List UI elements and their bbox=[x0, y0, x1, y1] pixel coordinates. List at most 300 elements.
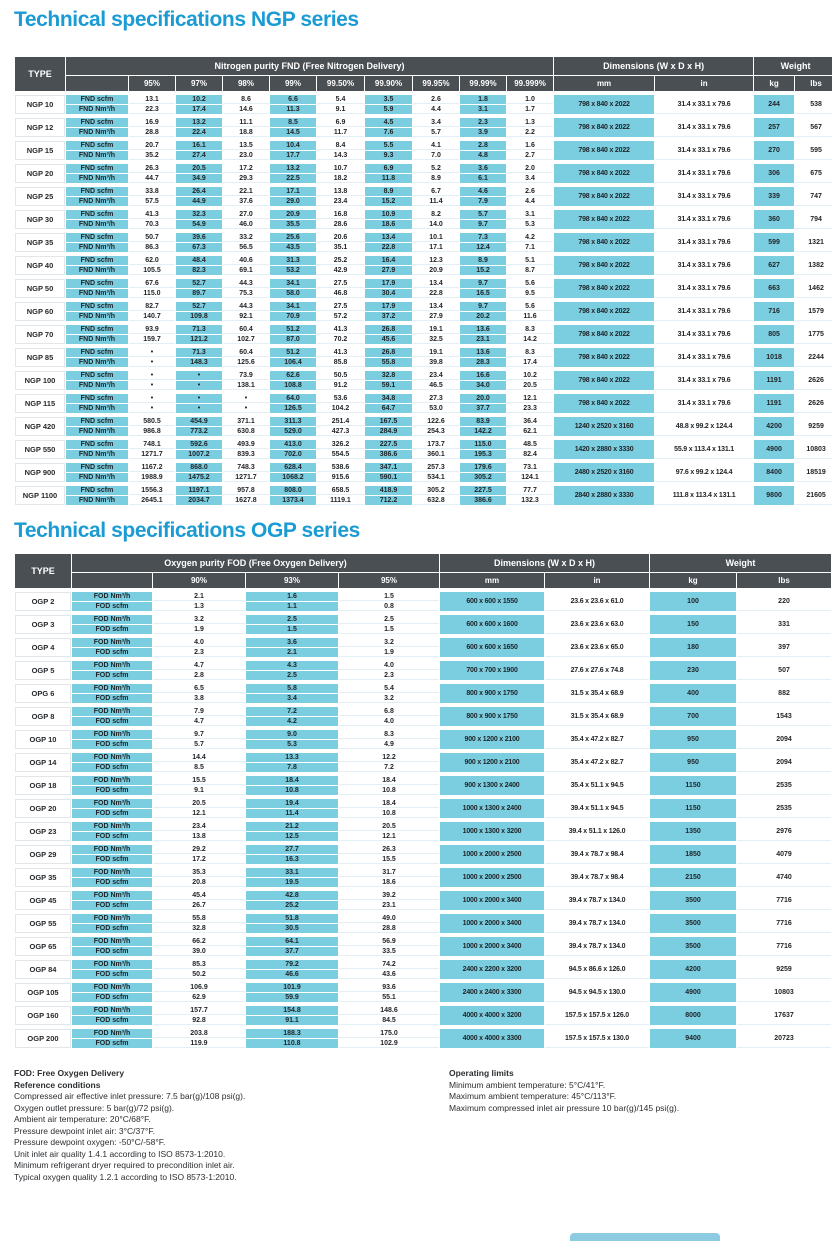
value-cell: 37.2 bbox=[365, 312, 412, 321]
type-cell: OGP 14 bbox=[15, 753, 71, 772]
dimension-mm-cell: 600 x 600 x 1550 bbox=[440, 592, 544, 611]
dimension-mm-cell: 4000 x 4000 x 3200 bbox=[440, 1006, 544, 1025]
dimension-in-cell: 23.6 x 23.6 x 61.0 bbox=[545, 592, 649, 611]
unit-label-cell: FOD scfm bbox=[72, 832, 152, 841]
value-cell: 10.8 bbox=[339, 809, 439, 818]
value-cell: 29.3 bbox=[223, 174, 269, 183]
value-cell: • bbox=[129, 394, 175, 403]
value-cell: 122.6 bbox=[413, 417, 459, 426]
value-cell: 26.4 bbox=[176, 187, 222, 196]
unit-label-cell: FND Nm³/h bbox=[66, 312, 128, 321]
row-spacer bbox=[15, 865, 831, 867]
value-cell: 2.7 bbox=[507, 151, 553, 160]
value-cell: 7.1 bbox=[507, 243, 553, 252]
row-spacer bbox=[15, 658, 831, 660]
purity-column-header: 95% bbox=[129, 76, 175, 91]
value-cell: • bbox=[176, 381, 222, 390]
value-cell: 18.6 bbox=[365, 220, 412, 229]
weight-kg-cell: 339 bbox=[754, 187, 794, 206]
value-cell: 5.8 bbox=[246, 684, 338, 693]
value-cell: 43.5 bbox=[270, 243, 316, 252]
value-cell: 11.4 bbox=[413, 197, 459, 206]
spec-row bbox=[15, 707, 831, 716]
weight-kg-cell: 8400 bbox=[754, 463, 794, 482]
value-cell: 773.2 bbox=[176, 427, 222, 436]
dimension-in-cell: 31.4 x 33.1 x 79.6 bbox=[655, 371, 753, 390]
value-cell: 1627.8 bbox=[223, 496, 269, 505]
value-cell: 19.1 bbox=[413, 325, 459, 334]
dimension-in-cell: 31.4 x 33.1 x 79.6 bbox=[655, 187, 753, 206]
weight-lbs-cell: 2094 bbox=[737, 753, 831, 772]
footnote-line: Ambient air temperature: 20°C/68°F. bbox=[14, 1114, 151, 1124]
spec-row bbox=[15, 256, 832, 265]
weight-kg-cell: 3500 bbox=[650, 937, 736, 956]
dimension-mm-cell: 798 x 840 x 2022 bbox=[554, 164, 654, 183]
value-cell: 17.1 bbox=[270, 187, 316, 196]
value-cell: 1271.7 bbox=[223, 473, 269, 482]
unit-label-cell: FOD Nm³/h bbox=[72, 799, 152, 808]
value-cell: 13.4 bbox=[365, 233, 412, 242]
value-cell: 195.3 bbox=[460, 450, 506, 459]
value-cell: 534.1 bbox=[413, 473, 459, 482]
row-spacer bbox=[15, 92, 832, 94]
value-cell: 454.9 bbox=[176, 417, 222, 426]
value-cell: 11.8 bbox=[365, 174, 412, 183]
value-cell: 44.9 bbox=[176, 197, 222, 206]
spec-row bbox=[15, 730, 831, 739]
value-cell: 8.9 bbox=[413, 174, 459, 183]
value-cell: 71.3 bbox=[176, 348, 222, 357]
value-cell: 46.6 bbox=[246, 970, 338, 979]
value-cell: 5.4 bbox=[317, 95, 364, 104]
value-cell: 49.0 bbox=[339, 914, 439, 923]
value-cell: 42.8 bbox=[246, 891, 338, 900]
value-cell: 326.2 bbox=[317, 440, 364, 449]
dimension-in-cell: 31.4 x 33.1 x 79.6 bbox=[655, 325, 753, 344]
weight-lbs-cell: 7716 bbox=[737, 914, 831, 933]
unit-label-cell: FND scfm bbox=[66, 95, 128, 104]
weight-lbs-cell: 595 bbox=[795, 141, 832, 160]
spec-row bbox=[15, 891, 831, 900]
value-cell: 14.4 bbox=[153, 753, 245, 762]
weight-group-header: Weight bbox=[754, 57, 832, 75]
weight-kg-cell: 400 bbox=[650, 684, 736, 703]
value-cell: 17.4 bbox=[507, 358, 553, 367]
value-cell: 8.5 bbox=[270, 118, 316, 127]
spec-row bbox=[15, 937, 831, 946]
value-cell: 39.2 bbox=[339, 891, 439, 900]
value-cell: 2.8 bbox=[153, 671, 245, 680]
type-cell: OGP 160 bbox=[15, 1006, 71, 1025]
value-cell: 101.9 bbox=[246, 983, 338, 992]
weight-kg-cell: 8000 bbox=[650, 1006, 736, 1025]
weight-kg-cell: 180 bbox=[650, 638, 736, 657]
value-cell: 102.9 bbox=[339, 1039, 439, 1048]
value-cell: 55.8 bbox=[365, 358, 412, 367]
unit-label-cell: FND scfm bbox=[66, 417, 128, 426]
value-cell: 17.2 bbox=[153, 855, 245, 864]
value-cell: 5.3 bbox=[246, 740, 338, 749]
value-cell: 203.8 bbox=[153, 1029, 245, 1038]
value-cell: 56.9 bbox=[339, 937, 439, 946]
value-cell: 4.7 bbox=[153, 717, 245, 726]
value-cell: 34.8 bbox=[365, 394, 412, 403]
value-cell: 580.5 bbox=[129, 417, 175, 426]
weight-kg-cell: 1150 bbox=[650, 776, 736, 795]
value-cell: 3.4 bbox=[246, 694, 338, 703]
purity-column-header: 97% bbox=[176, 76, 222, 91]
value-cell: 227.5 bbox=[365, 440, 412, 449]
row-spacer bbox=[15, 483, 832, 485]
purity-column-header: 99% bbox=[270, 76, 316, 91]
row-spacer bbox=[15, 911, 831, 913]
weight-lbs-cell: 10803 bbox=[737, 983, 831, 1002]
spec-row bbox=[15, 210, 832, 219]
value-cell: 20.5 bbox=[153, 799, 245, 808]
value-cell: 157.7 bbox=[153, 1006, 245, 1015]
value-cell: 2.5 bbox=[246, 615, 338, 624]
unit-label-cell: FOD Nm³/h bbox=[72, 753, 152, 762]
weight-kg-cell: 270 bbox=[754, 141, 794, 160]
dimension-in-cell: 94.5 x 94.5 x 130.0 bbox=[545, 983, 649, 1002]
row-spacer bbox=[15, 207, 832, 209]
value-cell: 3.6 bbox=[246, 638, 338, 647]
value-cell: 57.5 bbox=[129, 197, 175, 206]
value-cell: 46.8 bbox=[317, 289, 364, 298]
value-cell: 46.5 bbox=[413, 381, 459, 390]
value-cell: 9.7 bbox=[460, 302, 506, 311]
value-cell: 418.9 bbox=[365, 486, 412, 495]
value-cell: 1.5 bbox=[339, 625, 439, 634]
dimension-mm-cell: 700 x 700 x 1900 bbox=[440, 661, 544, 680]
type-cell: OGP 3 bbox=[15, 615, 71, 634]
unit-label-cell: FOD scfm bbox=[72, 740, 152, 749]
unit-label-cell: FOD scfm bbox=[72, 809, 152, 818]
footnote-line: FOD: Free Oxygen Delivery bbox=[14, 1068, 125, 1078]
value-cell: 29.0 bbox=[270, 197, 316, 206]
unit-label-cell: FOD scfm bbox=[72, 924, 152, 933]
row-spacer bbox=[15, 1049, 831, 1051]
dimension-mm-cell: 900 x 1300 x 2400 bbox=[440, 776, 544, 795]
value-cell: 254.3 bbox=[413, 427, 459, 436]
value-cell: 11.1 bbox=[223, 118, 269, 127]
value-cell: 25.2 bbox=[246, 901, 338, 910]
row-spacer bbox=[15, 957, 831, 959]
spec-row bbox=[15, 753, 831, 762]
spec-row bbox=[15, 325, 832, 334]
dimension-unit-header: in bbox=[545, 573, 649, 588]
value-cell: 22.1 bbox=[223, 187, 269, 196]
value-cell: 8.9 bbox=[460, 256, 506, 265]
value-cell: 3.2 bbox=[339, 638, 439, 647]
value-cell: 17.4 bbox=[176, 105, 222, 114]
dimension-in-cell: 35.4 x 51.1 x 94.5 bbox=[545, 776, 649, 795]
value-cell: 23.3 bbox=[507, 404, 553, 413]
value-cell: 23.1 bbox=[460, 335, 506, 344]
value-cell: 26.3 bbox=[129, 164, 175, 173]
value-cell: 55.1 bbox=[339, 993, 439, 1002]
value-cell: 62.1 bbox=[507, 427, 553, 436]
type-cell: NGP 60 bbox=[15, 302, 65, 321]
value-cell: 16.3 bbox=[246, 855, 338, 864]
spec-row bbox=[15, 187, 832, 196]
unit-label-cell: FND scfm bbox=[66, 394, 128, 403]
dimension-mm-cell: 1000 x 2000 x 2500 bbox=[440, 868, 544, 887]
value-cell: 33.1 bbox=[246, 868, 338, 877]
value-cell: 360.1 bbox=[413, 450, 459, 459]
type-cell: OGP 65 bbox=[15, 937, 71, 956]
dimension-unit-header: mm bbox=[554, 76, 654, 91]
unit-label-cell: FND Nm³/h bbox=[66, 197, 128, 206]
weight-kg-cell: 700 bbox=[650, 707, 736, 726]
dimension-mm-cell: 2400 x 2400 x 3300 bbox=[440, 983, 544, 1002]
dimension-in-cell: 39.4 x 78.7 x 134.0 bbox=[545, 914, 649, 933]
dimension-mm-cell: 1420 x 2880 x 3330 bbox=[554, 440, 654, 459]
weight-lbs-cell: 1543 bbox=[737, 707, 831, 726]
row-spacer bbox=[15, 819, 831, 821]
footnotes bbox=[14, 1068, 822, 1183]
weight-group-header: Weight bbox=[650, 554, 831, 572]
dimension-mm-cell: 798 x 840 x 2022 bbox=[554, 394, 654, 413]
value-cell: 34.9 bbox=[176, 174, 222, 183]
value-cell: 35.5 bbox=[270, 220, 316, 229]
row-spacer bbox=[15, 1003, 831, 1005]
value-cell: 8.9 bbox=[365, 187, 412, 196]
value-cell: 13.6 bbox=[460, 348, 506, 357]
value-cell: 12.1 bbox=[153, 809, 245, 818]
dimension-mm-cell: 798 x 840 x 2022 bbox=[554, 279, 654, 298]
type-cell: OGP 55 bbox=[15, 914, 71, 933]
weight-kg-cell: 1850 bbox=[650, 845, 736, 864]
value-cell: 20.5 bbox=[339, 822, 439, 831]
weight-lbs-cell: 1382 bbox=[795, 256, 832, 275]
value-cell: 28.8 bbox=[339, 924, 439, 933]
value-cell: 126.5 bbox=[270, 404, 316, 413]
value-cell: 7.0 bbox=[413, 151, 459, 160]
weight-kg-cell: 100 bbox=[650, 592, 736, 611]
row-spacer bbox=[15, 934, 831, 936]
row-spacer bbox=[15, 391, 832, 393]
value-cell: 13.8 bbox=[153, 832, 245, 841]
dimension-mm-cell: 2480 x 2520 x 3160 bbox=[554, 463, 654, 482]
value-cell: 167.5 bbox=[365, 417, 412, 426]
type-cell: OGP 84 bbox=[15, 960, 71, 979]
dimension-mm-cell: 2840 x 2880 x 3330 bbox=[554, 486, 654, 505]
weight-lbs-cell: 1321 bbox=[795, 233, 832, 252]
value-cell: 554.5 bbox=[317, 450, 364, 459]
weight-kg-cell: 257 bbox=[754, 118, 794, 137]
unit-label-cell: FND scfm bbox=[66, 233, 128, 242]
row-spacer bbox=[15, 980, 831, 982]
value-cell: 3.5 bbox=[365, 95, 412, 104]
weight-lbs-cell: 1775 bbox=[795, 325, 832, 344]
value-cell: 57.2 bbox=[317, 312, 364, 321]
value-cell: 83.9 bbox=[460, 417, 506, 426]
value-cell: • bbox=[176, 404, 222, 413]
value-cell: 7.9 bbox=[153, 707, 245, 716]
weight-kg-cell: 4200 bbox=[754, 417, 794, 436]
value-cell: 8.3 bbox=[339, 730, 439, 739]
value-cell: 14.5 bbox=[270, 128, 316, 137]
value-cell: 33.8 bbox=[129, 187, 175, 196]
row-spacer bbox=[15, 230, 832, 232]
dimension-mm-cell: 1000 x 2000 x 3400 bbox=[440, 914, 544, 933]
value-cell: 3.2 bbox=[339, 694, 439, 703]
dimension-in-cell: 39.4 x 51.1 x 126.0 bbox=[545, 822, 649, 841]
weight-kg-cell: 150 bbox=[650, 615, 736, 634]
value-cell: 86.3 bbox=[129, 243, 175, 252]
dimension-in-cell: 35.4 x 47.2 x 82.7 bbox=[545, 730, 649, 749]
unit-label-cell: FOD scfm bbox=[72, 648, 152, 657]
type-cell: NGP 100 bbox=[15, 371, 65, 390]
type-cell: NGP 115 bbox=[15, 394, 65, 413]
value-cell: 9.7 bbox=[153, 730, 245, 739]
dimension-mm-cell: 1000 x 1300 x 2400 bbox=[440, 799, 544, 818]
value-cell: 179.6 bbox=[460, 463, 506, 472]
value-cell: 19.1 bbox=[413, 348, 459, 357]
value-cell: 11.6 bbox=[507, 312, 553, 321]
value-cell: 32.5 bbox=[413, 335, 459, 344]
unit-label-cell: FND scfm bbox=[66, 348, 128, 357]
value-cell: 39.6 bbox=[176, 233, 222, 242]
value-cell: 35.3 bbox=[153, 868, 245, 877]
value-cell: 1.3 bbox=[507, 118, 553, 127]
weight-lbs-cell: 1462 bbox=[795, 279, 832, 298]
value-cell: 52.7 bbox=[176, 279, 222, 288]
value-cell: 1.9 bbox=[339, 648, 439, 657]
footnote-line: Minimum ambient temperature: 5°C/41°F. bbox=[449, 1079, 606, 1090]
weight-lbs-cell: 4740 bbox=[737, 868, 831, 887]
dimension-mm-cell: 798 x 840 x 2022 bbox=[554, 302, 654, 321]
spec-row bbox=[15, 960, 831, 969]
type-cell: NGP 25 bbox=[15, 187, 65, 206]
row-spacer bbox=[15, 635, 831, 637]
unit-label-cell: FND Nm³/h bbox=[66, 473, 128, 482]
unit-label-cell: FND Nm³/h bbox=[66, 128, 128, 137]
unit-label-cell: FOD scfm bbox=[72, 763, 152, 772]
unit-label-cell: FOD Nm³/h bbox=[72, 960, 152, 969]
value-cell: 2.8 bbox=[460, 141, 506, 150]
row-spacer bbox=[15, 138, 832, 140]
value-cell: 82.7 bbox=[129, 302, 175, 311]
row-spacer bbox=[15, 589, 831, 591]
value-cell: 15.2 bbox=[365, 197, 412, 206]
value-cell: 89.7 bbox=[176, 289, 222, 298]
dimension-in-cell: 39.4 x 78.7 x 134.0 bbox=[545, 937, 649, 956]
value-cell: 9.5 bbox=[507, 289, 553, 298]
value-cell: 77.7 bbox=[507, 486, 553, 495]
value-cell: 27.3 bbox=[413, 394, 459, 403]
value-cell: 13.8 bbox=[317, 187, 364, 196]
value-cell: 121.2 bbox=[176, 335, 222, 344]
value-cell: 4.0 bbox=[153, 638, 245, 647]
value-cell: 4.4 bbox=[507, 197, 553, 206]
unit-label-cell: FOD Nm³/h bbox=[72, 891, 152, 900]
value-cell: 36.4 bbox=[507, 417, 553, 426]
value-cell: 56.5 bbox=[223, 243, 269, 252]
value-cell: 7.6 bbox=[365, 128, 412, 137]
dimension-in-cell: 94.5 x 86.6 x 126.0 bbox=[545, 960, 649, 979]
value-cell: 1373.4 bbox=[270, 496, 316, 505]
dimension-in-cell: 31.4 x 33.1 x 79.6 bbox=[655, 164, 753, 183]
spec-row bbox=[15, 233, 832, 242]
value-cell: 20.6 bbox=[317, 233, 364, 242]
value-cell: 115.0 bbox=[460, 440, 506, 449]
type-cell: OGP 5 bbox=[15, 661, 71, 680]
value-cell: 25.6 bbox=[270, 233, 316, 242]
weight-kg-cell: 9800 bbox=[754, 486, 794, 505]
value-cell: 592.6 bbox=[176, 440, 222, 449]
value-cell: • bbox=[129, 404, 175, 413]
value-cell: 8.3 bbox=[507, 325, 553, 334]
value-cell: 159.7 bbox=[129, 335, 175, 344]
value-cell: 22.4 bbox=[176, 128, 222, 137]
value-cell: 20.7 bbox=[129, 141, 175, 150]
value-cell: 9.7 bbox=[460, 220, 506, 229]
value-cell: 27.9 bbox=[365, 266, 412, 275]
value-cell: 6.6 bbox=[270, 95, 316, 104]
weight-lbs-cell: 2094 bbox=[737, 730, 831, 749]
weight-lbs-cell: 567 bbox=[795, 118, 832, 137]
value-cell: 11.7 bbox=[317, 128, 364, 137]
value-cell: 15.5 bbox=[153, 776, 245, 785]
value-cell: 119.9 bbox=[153, 1039, 245, 1048]
dimension-mm-cell: 900 x 1200 x 2100 bbox=[440, 730, 544, 749]
weight-unit-header: kg bbox=[650, 573, 736, 588]
unit-label-cell: FND scfm bbox=[66, 371, 128, 380]
dimension-in-cell: 23.6 x 23.6 x 65.0 bbox=[545, 638, 649, 657]
value-cell: 1556.3 bbox=[129, 486, 175, 495]
value-cell: 5.1 bbox=[507, 256, 553, 265]
row-spacer bbox=[15, 1026, 831, 1028]
dimension-mm-cell: 798 x 840 x 2022 bbox=[554, 256, 654, 275]
unit-label-cell: FND Nm³/h bbox=[66, 335, 128, 344]
unit-label-cell: FND scfm bbox=[66, 302, 128, 311]
value-cell: 50.7 bbox=[129, 233, 175, 242]
value-cell: 74.2 bbox=[339, 960, 439, 969]
value-cell: 85.8 bbox=[317, 358, 364, 367]
value-cell: 630.8 bbox=[223, 427, 269, 436]
value-cell: 5.7 bbox=[413, 128, 459, 137]
footnote-line: Minimum refrigerant dryer required to precondition inlet air. bbox=[14, 1160, 235, 1170]
dimension-mm-cell: 4000 x 4000 x 3300 bbox=[440, 1029, 544, 1048]
value-cell: 14.6 bbox=[223, 105, 269, 114]
value-cell: 1.9 bbox=[153, 625, 245, 634]
weight-lbs-cell: 2244 bbox=[795, 348, 832, 367]
value-cell: 12.2 bbox=[339, 753, 439, 762]
value-cell: 2.6 bbox=[507, 187, 553, 196]
purity-column-header: 99.99% bbox=[460, 76, 506, 91]
unit-label-cell: FOD scfm bbox=[72, 1016, 152, 1025]
value-cell: 17.1 bbox=[413, 243, 459, 252]
value-cell: 18.2 bbox=[317, 174, 364, 183]
weight-kg-cell: 1191 bbox=[754, 394, 794, 413]
unit-label-cell: FOD Nm³/h bbox=[72, 868, 152, 877]
value-cell: 20.2 bbox=[460, 312, 506, 321]
type-header: TYPE bbox=[15, 554, 71, 588]
value-cell: • bbox=[223, 394, 269, 403]
value-cell: 1475.2 bbox=[176, 473, 222, 482]
spec-row bbox=[15, 592, 831, 601]
dimension-in-cell: 39.4 x 78.7 x 98.4 bbox=[545, 868, 649, 887]
value-cell: 305.2 bbox=[413, 486, 459, 495]
unit-column-header bbox=[72, 573, 152, 588]
value-cell: 148.6 bbox=[339, 1006, 439, 1015]
value-cell: 34.1 bbox=[270, 279, 316, 288]
type-cell: NGP 900 bbox=[15, 463, 65, 482]
value-cell: 4.0 bbox=[339, 717, 439, 726]
value-cell: 13.2 bbox=[176, 118, 222, 127]
